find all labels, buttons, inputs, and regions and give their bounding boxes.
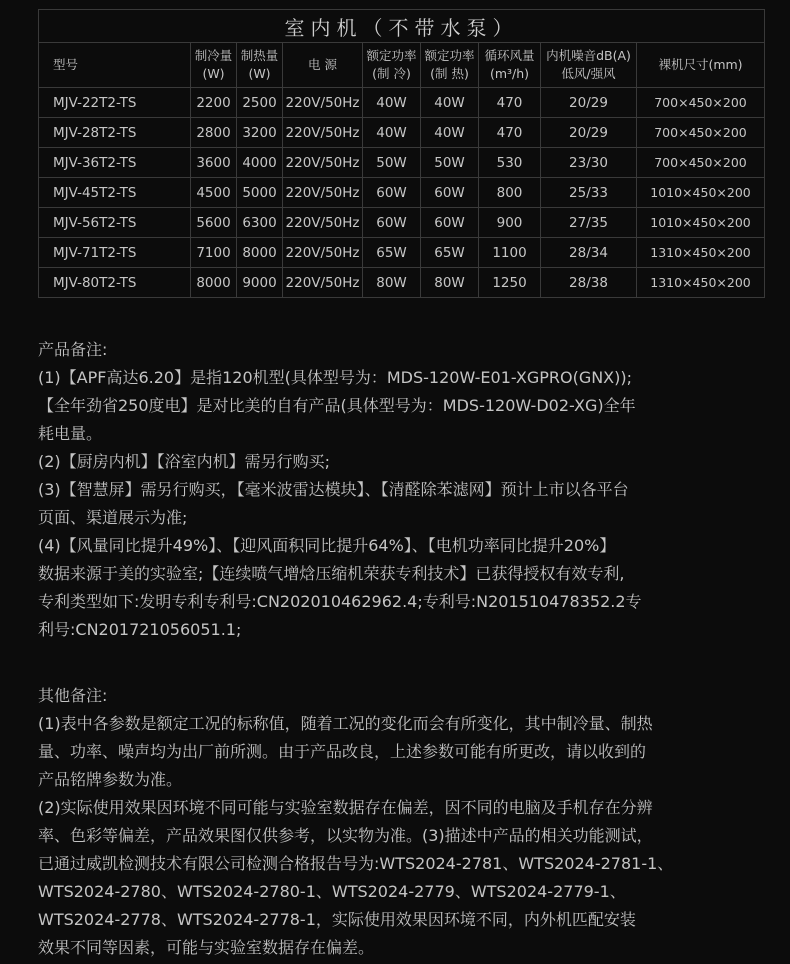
column-header-line: (制 冷) [372, 66, 411, 81]
column-header-line: 额定功率 [366, 48, 417, 63]
column-header [191, 43, 237, 88]
table-cell: 700×450×200 [637, 148, 765, 178]
table-cell: MJV-36T2-TS [39, 148, 191, 178]
column-header-line: 循环风量 [484, 48, 535, 63]
column-header [39, 43, 191, 88]
table-cell: 60W [363, 178, 421, 208]
table-cell: 20/29 [541, 88, 637, 118]
column-header [237, 43, 283, 88]
table-cell: 28/34 [541, 238, 637, 268]
table-cell: 40W [421, 88, 479, 118]
table-row [39, 208, 765, 238]
table-cell: MJV-45T2-TS [39, 178, 191, 208]
note-line: 效果不同等因素，可能与实验室数据存在偏差。 [38, 938, 375, 957]
table-cell: 80W [421, 268, 479, 298]
table-cell: 50W [421, 148, 479, 178]
note-line: (3)【智慧屏】需另行购买，【毫米波雷达模块】、【清醛除苯滤网】预计上市以各平台 [38, 480, 629, 499]
column-header-line: 制热量 [240, 48, 279, 63]
table-cell: 220V/50Hz [283, 178, 363, 208]
column-header [541, 43, 637, 88]
other-notes-list [38, 710, 758, 962]
note-line: 页面、渠道展示为准; [38, 508, 188, 527]
table-cell: 27/35 [541, 208, 637, 238]
table-cell: MJV-80T2-TS [39, 268, 191, 298]
table-cell: 1310×450×200 [637, 268, 765, 298]
table-cell: 220V/50Hz [283, 118, 363, 148]
note-line: (1)【APF高达6.20】是指120机型(具体型号为：MDS-120W-E01-XGPRO(GNX)); [38, 368, 633, 387]
product-notes-heading: 产品备注: [38, 340, 108, 359]
note-line: 数据来源于美的实验室;【连续喷气增焓压缩机荣获专利技术】已获得授权有效专利, [38, 564, 625, 583]
table-row [39, 118, 765, 148]
table-title: 室内机（不带水泵） [39, 10, 765, 43]
table-cell: 220V/50Hz [283, 238, 363, 268]
table-cell: 1010×450×200 [637, 178, 765, 208]
other-notes-heading: 其他备注: [38, 686, 108, 705]
note-line: 耗电量。 [38, 424, 103, 443]
table-header-row [39, 43, 765, 88]
column-header-line: 型号 [53, 57, 79, 72]
table-cell: MJV-22T2-TS [39, 88, 191, 118]
table-cell: 1250 [479, 268, 541, 298]
note-line: (2)实际使用效果因环境不同可能与实验室数据存在偏差，因不同的电脑及手机存在分辨 [38, 798, 653, 817]
table-cell: 50W [363, 148, 421, 178]
note-line: (1)表中各参数是额定工况的标称值，随着工况的变化而会有所变化，其中制冷量、制热 [38, 714, 653, 733]
table-cell: 220V/50Hz [283, 208, 363, 238]
note-line: 率、色彩等偏差，产品效果图仅供参考，以实物为准。(3)描述中产品的相关功能测试， [38, 826, 653, 845]
column-header [637, 43, 765, 88]
table-cell: 1010×450×200 [637, 208, 765, 238]
table-cell: 4000 [237, 148, 283, 178]
table-row [39, 88, 765, 118]
note-line: 专利类型如下:发明专利专利号:CN202010462962.4;专利号:N201510478352.2专 [38, 592, 642, 611]
table-row [39, 238, 765, 268]
table-cell: 5000 [237, 178, 283, 208]
table-cell: 220V/50Hz [283, 88, 363, 118]
column-header-line: 制冷量 [194, 48, 233, 63]
table-cell: 40W [421, 118, 479, 148]
table-body [39, 88, 765, 298]
table-cell: 7100 [191, 238, 237, 268]
table-row [39, 148, 765, 178]
table-cell: 1310×450×200 [637, 238, 765, 268]
table-cell: 5600 [191, 208, 237, 238]
table-cell: 220V/50Hz [283, 148, 363, 178]
table-row [39, 268, 765, 298]
column-header-line: (制 热) [430, 66, 469, 81]
table-cell: 23/30 [541, 148, 637, 178]
column-header [421, 43, 479, 88]
table-cell: 1100 [479, 238, 541, 268]
table-cell: 2500 [237, 88, 283, 118]
table-cell: 65W [421, 238, 479, 268]
table-cell: 9000 [237, 268, 283, 298]
column-header-line: (m³/h) [489, 66, 530, 81]
table-row [39, 178, 765, 208]
table-cell: 470 [479, 118, 541, 148]
column-header [479, 43, 541, 88]
note-line: 利号:CN201721056051.1; [38, 620, 242, 639]
table-cell: 700×450×200 [637, 118, 765, 148]
table-cell: 80W [363, 268, 421, 298]
table-cell: 8000 [191, 268, 237, 298]
note-line: WTS2024-2778、WTS2024-2778-1，实际使用效果因环境不同，内外机匹配安装 [38, 910, 636, 929]
table-cell: 2800 [191, 118, 237, 148]
column-header-line: (W) [248, 66, 271, 81]
table-cell: 40W [363, 118, 421, 148]
table-cell: 65W [363, 238, 421, 268]
column-header-line: 内机噪音dB(A) [546, 48, 631, 63]
column-header-line: 低风/强风 [561, 66, 616, 81]
table-cell: 60W [421, 208, 479, 238]
table-cell: 700×450×200 [637, 88, 765, 118]
column-header [283, 43, 363, 88]
product-notes-list [38, 364, 758, 644]
table-cell: 25/33 [541, 178, 637, 208]
table-cell: 60W [363, 208, 421, 238]
note-line: 量、功率、噪声均为出厂前所测。由于产品改良，上述参数可能有所更改，请以收到的 [38, 742, 647, 761]
table-cell: MJV-71T2-TS [39, 238, 191, 268]
column-header-line: 电 源 [308, 57, 337, 72]
table-cell: 220V/50Hz [283, 268, 363, 298]
table-cell: 4500 [191, 178, 237, 208]
table-cell: MJV-56T2-TS [39, 208, 191, 238]
column-header-line: 裸机尺寸(mm) [658, 57, 743, 72]
table-cell: 28/38 [541, 268, 637, 298]
table-cell: 900 [479, 208, 541, 238]
table-cell: 8000 [237, 238, 283, 268]
note-line: (2)【厨房内机】【浴室内机】需另行购买; [38, 452, 331, 471]
table-cell: 530 [479, 148, 541, 178]
spec-table [38, 9, 765, 298]
table-cell: 60W [421, 178, 479, 208]
note-line: 已通过威凯检测技术有限公司检测合格报告号为:WTS2024-2781、WTS2024-2781-1、 [38, 854, 674, 873]
column-header [363, 43, 421, 88]
column-header-line: 额定功率 [424, 48, 475, 63]
table-cell: 6300 [237, 208, 283, 238]
table-cell: 2200 [191, 88, 237, 118]
table-cell: 40W [363, 88, 421, 118]
table-cell: 3200 [237, 118, 283, 148]
column-header-line: (W) [202, 66, 225, 81]
note-line: WTS2024-2780、WTS2024-2780-1、WTS2024-2779、WTS2024-2779-1、 [38, 882, 626, 901]
notes-section [38, 336, 758, 962]
note-line: (4)【风量同比提升49%】、【迎风面积同比提升64%】、【电机功率同比提升20%】 [38, 536, 616, 555]
table-cell: MJV-28T2-TS [39, 118, 191, 148]
note-line: 【全年劲省250度电】是对比美的自有产品(具体型号为：MDS-120W-D02-XG)全年 [38, 396, 636, 415]
table-cell: 800 [479, 178, 541, 208]
table-cell: 3600 [191, 148, 237, 178]
note-line: 产品铭牌参数为准。 [38, 770, 183, 789]
table-cell: 470 [479, 88, 541, 118]
table-cell: 20/29 [541, 118, 637, 148]
